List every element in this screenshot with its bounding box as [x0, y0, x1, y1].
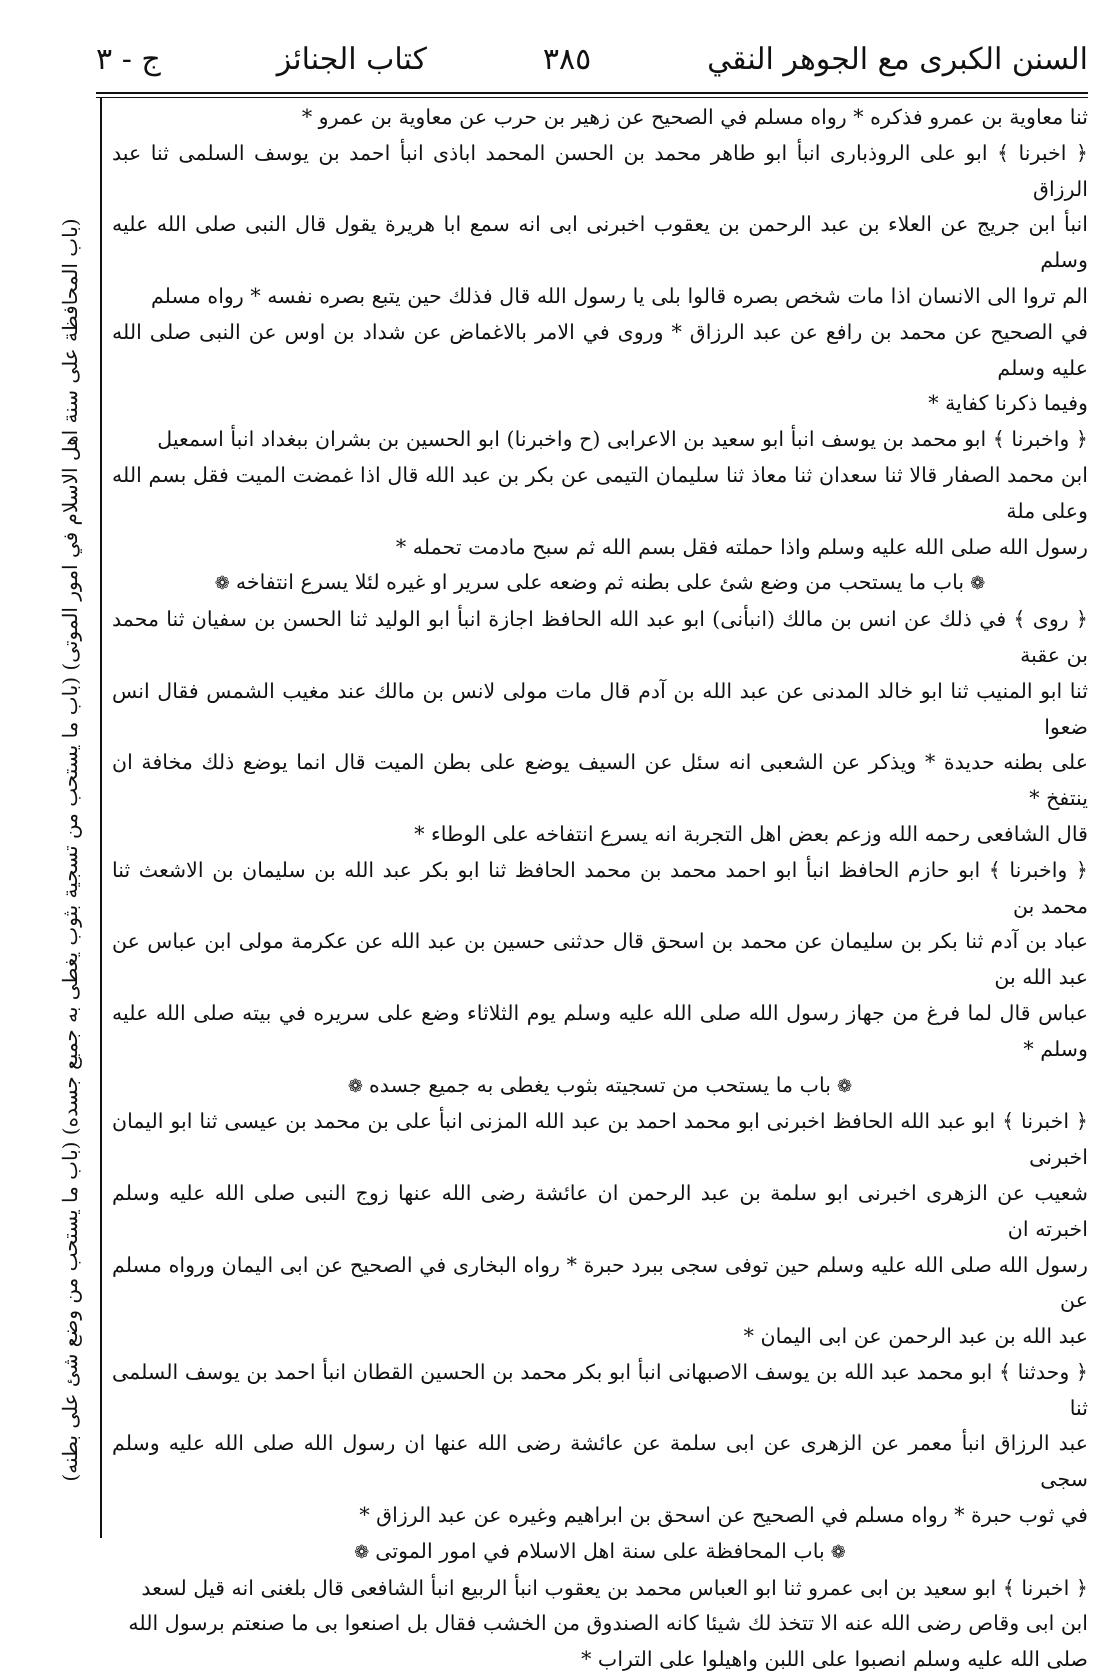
text-line: ثنا معاوية بن عمرو فذكره * رواه مسلم في الصحيح عن زهير بن حرب عن معاوية بن عمرو * — [301, 105, 1088, 129]
ornament-icon: ❁ — [347, 1075, 363, 1097]
chapter-heading-1 — [112, 565, 1088, 602]
text-line: ﴿ واخبرنا ﴾ ابو حازم الحافظ انبأ ابو احمد محمد بن محمد الحافظ ثنا ابو بكر عبد الله بن سليمان بن الاشعث ثنا محمد بن — [112, 857, 1088, 918]
text-line: عبد الرزاق انبأ معمر عن الزهرى عن ابى سلمة عن عائشة رضى الله عنها ان رسول الله صلى الله عليه وسلم سجى — [112, 1431, 1088, 1492]
text-line: ﴿ روى ﴾ في ذلك عن انس بن مالك (انبأنى) ابو عبد الله الحافظ اجازة انبأ ابو الوليد ثنا الحسن بن سفيان ثنا محمد بن عقبة — [112, 607, 1088, 667]
margin-note-text: (باب المحافظة على سنة اهل الاسلام في امور الموتى) (باب ما يستحب من تسجية بثوب يغطى به جميع جسده) (باب ما يستحب من وضع شئ على بطنه) — [58, 218, 82, 1482]
header-rule-thick — [96, 92, 1088, 94]
heading-text: باب المحافظة على سنة اهل الاسلام في امور الموتى — [375, 1538, 825, 1563]
text-line: رسول الله صلى الله عليه وسلم حين توفى سجى ببرد حبرة * رواه البخارى في الصحيح عن ابى اليمان ورواه مسلم عن — [112, 1252, 1088, 1313]
text-line: رسول الله صلى الله عليه وسلم واذا حملته فقل بسم الله ثم سبح مادمت تحمله * — [395, 534, 1088, 559]
text-line: ابن ابى وقاص رضى الله عنه الا تتخذ لك شيئا كانه الصندوق من الخشب فقال بل اصنعوا بى ما صنعتم برسول الله — [128, 1611, 1088, 1636]
text-line: شعيب عن الزهرى اخبرنى ابو سلمة بن عبد الرحمن ان عائشة رضى الله عنها زوج النبى صلى الله عليه وسلم اخبرته ان — [112, 1180, 1088, 1241]
ornament-icon: ❁ — [830, 1541, 846, 1563]
heading-text: باب ما يستحب من وضع شئ على بطنه ثم وضعه على سرير او غيره لئلا يسرع انتفاخه — [235, 570, 965, 595]
margin-note — [48, 180, 92, 1520]
text-line: الم تروا الى الانسان اذا مات شخص بصره قالوا بلى يا رسول الله قال فذلك حين يتبع بصره نفسه * رواه مسلم — [150, 283, 1088, 308]
heading-text: باب ما يستحب من تسجيته بثوب يغطى به جميع جسده — [368, 1072, 831, 1097]
text-line: عباد بن آدم ثنا بكر بن سليمان عن محمد بن اسحق قال حدثنى حسين بن عبد الله عن عكرمة مولى ابن عباس عن عبد الله بن — [112, 929, 1088, 990]
chapter-title: كتاب الجنائز — [276, 41, 427, 77]
text-line: ﴿ اخبرنا ﴾ ابو سعيد بن ابى عمرو ثنا ابو العباس محمد بن يعقوب انبأ الربيع انبأ الشافعى قال بلغنى انه قيل لسعد — [141, 1575, 1088, 1600]
text-line: عبد الله بن عبد الرحمن عن ابى اليمان * — [743, 1324, 1088, 1349]
ornament-icon: ❁ — [837, 1075, 853, 1097]
text-line: انبأ ابن جريج عن العلاء بن عبد الرحمن بن يعقوب اخبرنى ابى انه سمع ابا هريرة يقول قال النبى صلى الله عليه وسلم — [112, 212, 1088, 273]
text-line: في الصحيح عن محمد بن رافع عن عبد الرزاق * وروى في الامر بالاغماض عن شداد بن اوس عن النبى صلى الله عليه وسلم — [112, 319, 1088, 380]
text-line: ﴿ وحدثنا ﴾ ابو محمد عبد الله بن يوسف الاصبهانى انبأ ابو بكر محمد بن الحسين القطان انبأ احمد بن يوسف السلمى ثنا — [112, 1359, 1088, 1420]
text-line: في ثوب حبرة * رواه مسلم في الصحيح عن اسحق بن ابراهيم وغيره عن عبد الرزاق * — [359, 1503, 1088, 1528]
text-line: على بطنه حديدة * ويذكر عن الشعبى انه سئل عن السيف يوضع على بطن الميت قال انما يوضع ذلك مخافة ان ينتفخ * — [112, 750, 1088, 811]
chapter-heading-2 — [112, 1068, 1088, 1105]
ornament-icon: ❁ — [970, 573, 986, 595]
text-line: صلى الله عليه وسلم انصبوا على اللبن واهيلوا على التراب * — [581, 1647, 1088, 1672]
book-title: السنن الكبرى مع الجوهر النقي — [707, 41, 1088, 77]
text-line: ابن محمد الصفار قالا ثنا سعدان ثنا معاذ ثنا سليمان التيمى عن بكر بن عبد الله قال اذا غمضت الميت فقل بسم الله وعلى ملة — [112, 462, 1088, 523]
page-number: ٣٨٥ — [542, 41, 592, 77]
ornament-icon: ❁ — [214, 573, 230, 595]
text-line: ثنا ابو المنيب ثنا ابو خالد المدنى عن عبد الله بن آدم قال مات مولى لانس بن مالك عند مغيب الشمس فقال انس ضعوا — [112, 678, 1088, 739]
main-text — [112, 100, 1088, 1672]
text-line: قال الشافعى رحمه الله وزعم بعض اهل التجربة انه يسرع انتفاخه على الوطاء * — [414, 821, 1088, 846]
text-line: ﴿ اخبرنا ﴾ ابو على الروذبارى انبأ ابو طاهر محمد بن الحسن المحمد اباذى انبأ احمد بن يوسف السلمى ثنا عبد الرزاق — [112, 140, 1088, 201]
text-line: ﴿ واخبرنا ﴾ ابو محمد بن يوسف انبأ ابو سعيد بن الاعرابى (ح واخبرنا) ابو الحسين بن بشران ببغداد انبأ اسمعيل — [157, 427, 1088, 452]
volume-number: ج - ٣ — [96, 41, 161, 77]
text-line: وفيما ذكرنا كفاية * — [928, 391, 1088, 416]
text-line: عباس قال لما فرغ من جهاز رسول الله صلى الله عليه وسلم يوم الثلاثاء وضع على سريره في بيته صلى الله عليه وسلم * — [112, 1000, 1088, 1061]
ornament-icon: ❁ — [354, 1541, 370, 1563]
chapter-heading-3 — [112, 1534, 1088, 1571]
text-line: ﴿ اخبرنا ﴾ ابو عبد الله الحافظ اخبرنى ابو محمد احمد بن عبد الله المزنى انبأ على بن محمد بن عيسى ثنا ابو اليمان اخبرنى — [112, 1109, 1088, 1170]
page-header — [96, 28, 1088, 90]
